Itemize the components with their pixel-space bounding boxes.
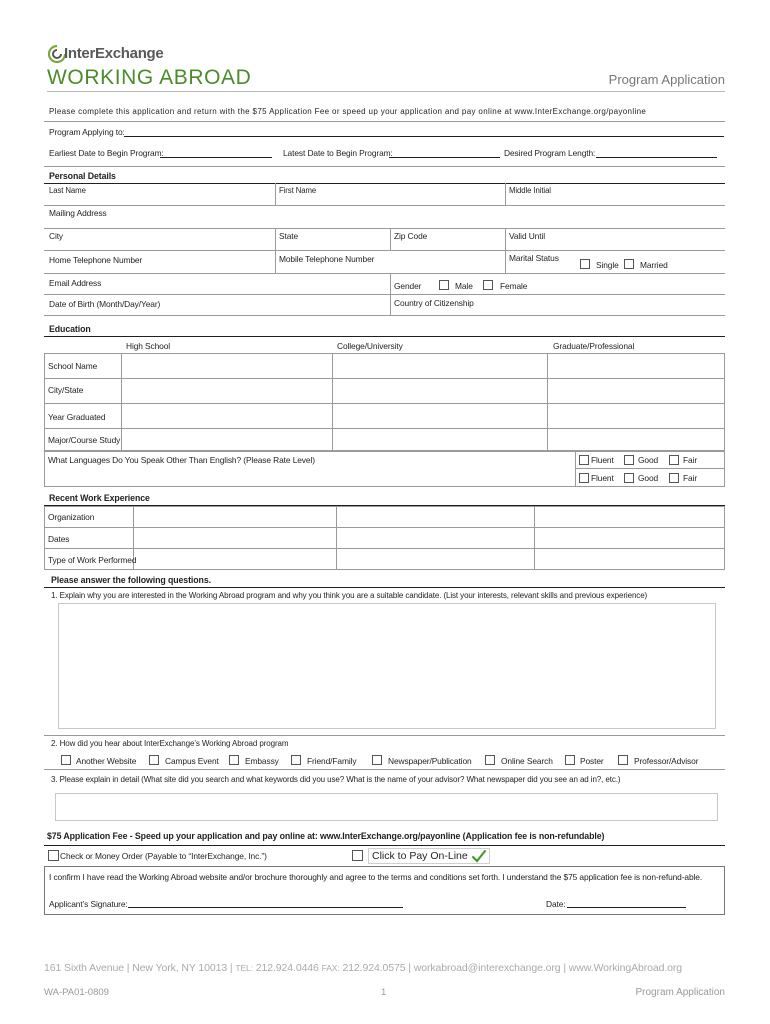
state-label: State — [279, 231, 299, 241]
checkmark-icon — [472, 850, 486, 863]
female-checkbox[interactable] — [483, 280, 493, 290]
divider — [44, 250, 725, 251]
divider — [505, 183, 506, 205]
divider — [575, 468, 725, 469]
professor-advisor-label: Professor/Advisor — [634, 756, 699, 766]
citizenship-label: Country of Citizenship — [394, 298, 474, 308]
earliest-date-label: Earliest Date to Begin Program: — [49, 148, 164, 158]
lang2-good-label: Good — [638, 473, 659, 483]
campus-event-label: Campus Event — [165, 756, 219, 766]
dob-label: Date of Birth (Month/Day/Year) — [49, 299, 161, 309]
row-organization: Organization — [48, 512, 95, 522]
online-search-checkbox[interactable] — [485, 755, 495, 765]
lang1-good-checkbox[interactable] — [624, 455, 634, 465]
confirm-text: I confirm I have read the Working Abroad website and/or brochure thoroughly and agree to the terms and conditions set forth. I understand the $75 application fee is non-refund-able. — [49, 872, 703, 882]
valid-until-label: Valid Until — [509, 231, 545, 241]
divider — [44, 735, 725, 736]
signature-field[interactable] — [128, 907, 403, 908]
lang2-fluent-label: Fluent — [591, 473, 614, 483]
friend-family-label: Friend/Family — [307, 756, 357, 766]
pay-online-label: Click to Pay On-Line — [372, 850, 468, 862]
last-name-label: Last Name — [49, 186, 86, 195]
divider — [44, 403, 725, 404]
divider — [44, 548, 725, 549]
divider — [44, 183, 725, 184]
marital-status-label: Marital Status — [509, 253, 559, 263]
footer-tel-label: TEL: — [235, 963, 253, 973]
divider — [121, 353, 122, 451]
divider — [44, 273, 725, 274]
middle-initial-label: Middle Initial — [509, 186, 551, 195]
divider — [336, 506, 337, 570]
lang1-fluent-checkbox[interactable] — [579, 455, 589, 465]
embassy-checkbox[interactable] — [229, 755, 239, 765]
education-grid — [44, 353, 725, 451]
pay-online-button[interactable] — [368, 848, 490, 864]
check-money-order-label: Check or Money Order (Payable to “InterExchange, Inc.”) — [60, 851, 267, 861]
signature-label: Applicant’s Signature: — [49, 899, 128, 909]
desired-length-label: Desired Program Length: — [504, 148, 596, 158]
poster-label: Poster — [580, 756, 604, 766]
divider — [534, 506, 535, 570]
lang2-good-checkbox[interactable] — [624, 473, 634, 483]
page-title: WORKING ABROAD — [47, 66, 252, 89]
lang2-fair-label: Fair — [683, 473, 698, 483]
mailing-address-label: Mailing Address — [49, 208, 107, 218]
male-checkbox[interactable] — [439, 280, 449, 290]
embassy-label: Embassy — [245, 756, 279, 766]
languages-label: What Languages Do You Speak Other Than English? (Please Rate Level) — [48, 455, 315, 465]
newspaper-checkbox[interactable] — [372, 755, 382, 765]
online-search-label: Online Search — [501, 756, 553, 766]
another-website-checkbox[interactable] — [61, 755, 71, 765]
friend-family-checkbox[interactable] — [291, 755, 301, 765]
question-3: 3. Please explain in detail (What site did you search and what keywords did you use? What is the name of your advisor? What newspaper did you see an ad in?, etc.) — [51, 775, 621, 784]
divider — [44, 121, 725, 122]
divider — [44, 527, 725, 528]
program-applying-field[interactable] — [124, 136, 724, 137]
poster-checkbox[interactable] — [565, 755, 575, 765]
professor-advisor-checkbox[interactable] — [618, 755, 628, 765]
divider — [575, 451, 576, 487]
campus-event-checkbox[interactable] — [149, 755, 159, 765]
divider — [44, 769, 725, 770]
lang1-fluent-label: Fluent — [591, 455, 614, 465]
work-heading: Recent Work Experience — [49, 493, 150, 503]
question-2: 2. How did you hear about InterExchange’s Working Abroad program — [51, 739, 289, 748]
header-divider — [47, 91, 725, 92]
page-subtitle: Program Application — [608, 72, 725, 87]
latest-date-field[interactable] — [389, 157, 500, 158]
date-field[interactable] — [567, 907, 686, 908]
lang2-fluent-checkbox[interactable] — [579, 473, 589, 483]
row-year-graduated: Year Graduated — [48, 412, 106, 422]
zip-label: Zip Code — [394, 231, 428, 241]
footer-fax-label: FAX: — [321, 963, 340, 973]
divider — [44, 205, 725, 206]
divider — [547, 353, 548, 451]
answer-1-textarea[interactable] — [58, 603, 716, 729]
row-city-state: City/State — [48, 385, 84, 395]
gender-label: Gender — [394, 281, 422, 291]
female-label: Female — [500, 281, 528, 291]
questions-heading: Please answer the following questions. — [51, 575, 211, 585]
divider — [44, 336, 725, 337]
divider — [44, 587, 725, 588]
personal-heading: Personal Details — [49, 171, 116, 181]
answer-3-textarea[interactable] — [55, 793, 718, 821]
fee-line: $75 Application Fee - Speed up your application and pay online at: www.InterExchange.org/payonline (Application fee is non-refundable) — [47, 831, 605, 841]
another-website-label: Another Website — [76, 756, 137, 766]
divider — [332, 353, 333, 451]
work-grid — [44, 506, 725, 570]
footer-address — [44, 962, 682, 974]
date-label: Date: — [546, 899, 566, 909]
divider — [44, 315, 725, 316]
instructions: Please complete this application and return with the $75 Application Fee or speed up your application and pay online at www.InterExchange.org/payonline — [49, 107, 647, 116]
divider — [44, 294, 725, 295]
pay-online-checkbox[interactable] — [352, 850, 363, 861]
col-college: College/University — [337, 341, 403, 351]
footer-title: Program Application — [635, 987, 725, 998]
email-label: Email Address — [49, 278, 102, 288]
education-heading: Education — [49, 324, 91, 334]
newspaper-label: Newspaper/Publication — [388, 756, 472, 766]
city-label: City — [49, 231, 64, 241]
single-checkbox[interactable] — [580, 259, 590, 269]
lang1-fair-checkbox[interactable] — [669, 455, 679, 465]
program-applying-label: Program Applying to: — [49, 127, 125, 137]
married-label: Married — [640, 260, 668, 270]
lang1-good-label: Good — [638, 455, 659, 465]
col-graduate: Graduate/Professional — [553, 341, 635, 351]
divider — [44, 845, 725, 846]
divider — [44, 228, 725, 229]
divider — [390, 228, 391, 250]
mobile-phone-label: Mobile Telephone Number — [279, 254, 375, 264]
earliest-date-field[interactable] — [160, 157, 272, 158]
form-code: WA-PA01-0809 — [44, 987, 109, 998]
row-major: Major/Course Study — [48, 435, 121, 445]
col-high-school: High School — [126, 341, 171, 351]
divider — [44, 428, 725, 429]
male-label: Male — [455, 281, 473, 291]
brand-name: InterExchange — [64, 45, 164, 62]
divider — [275, 183, 276, 205]
page-number: 1 — [381, 987, 387, 998]
question-1: 1. Explain why you are interested in the Working Abroad program and why you think you are a suitable candidate. (List your interests, relevant skills and previous experience) — [51, 591, 648, 600]
first-name-label: First Name — [279, 186, 317, 195]
row-dates: Dates — [48, 534, 70, 544]
check-money-order-checkbox[interactable] — [48, 850, 59, 861]
single-label: Single — [596, 260, 619, 270]
divider — [44, 166, 725, 167]
desired-length-field[interactable] — [596, 157, 717, 158]
lang1-fair-label: Fair — [683, 455, 698, 465]
divider — [44, 378, 725, 379]
row-type-of-work: Type of Work Performed — [48, 555, 137, 565]
footer-address-street: 161 Sixth Avenue | New York, NY 10013 | — [44, 962, 236, 974]
home-phone-label: Home Telephone Number — [49, 255, 143, 265]
row-school-name: School Name — [48, 361, 98, 371]
footer-tel: 212.924.0446 — [252, 962, 322, 974]
lang2-fair-checkbox[interactable] — [669, 473, 679, 483]
married-checkbox[interactable] — [624, 259, 634, 269]
footer-fax-contact: 212.924.0575 | workabroad@interexchange.org | www.WorkingAbroad.org — [339, 962, 683, 974]
latest-date-label: Latest Date to Begin Program: — [283, 148, 393, 158]
